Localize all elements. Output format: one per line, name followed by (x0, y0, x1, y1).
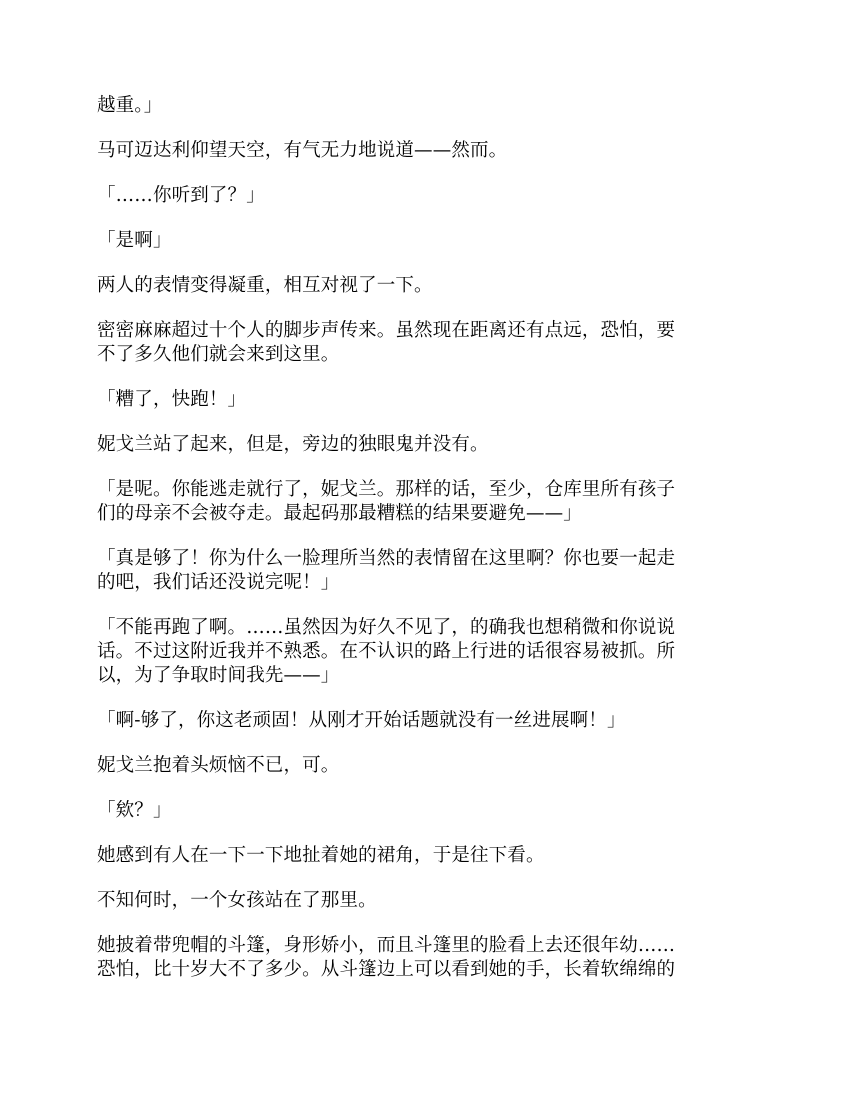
text-line: 「真是够了！你为什么一脸理所当然的表情留在这里啊？你也要一起走 (97, 548, 676, 569)
paragraph (97, 433, 757, 457)
paragraph (97, 184, 757, 208)
paragraph (97, 799, 757, 823)
paragraph (97, 229, 757, 253)
paragraph (97, 139, 757, 163)
text-line: 她感到有人在一下一下地扯着她的裙角，于是往下看。 (97, 845, 545, 866)
text-line: 话。不过这附近我并不熟悉。在不认识的路上行进的话很容易被抓。所 (97, 641, 676, 662)
text-line: 们的母亲不会被夺走。最起码那最糟糕的结果要避免——」 (97, 503, 582, 524)
paragraph (97, 478, 757, 526)
paragraph (97, 94, 757, 118)
text-line: 密密麻麻超过十个人的脚步声传来。虽然现在距离还有点远，恐怕，要 (97, 320, 676, 341)
text-body (97, 94, 757, 982)
text-line: 两人的表情变得凝重，相互对视了一下。 (97, 275, 433, 296)
paragraph (97, 388, 757, 412)
text-line: 不知何时，一个女孩站在了那里。 (97, 890, 377, 911)
text-line: 「……你听到了？」 (97, 185, 265, 206)
document-page (97, 94, 757, 1003)
paragraph (97, 274, 757, 298)
text-line: 「不能再跑了啊。……虽然因为好久不见了，的确我也想稍微和你说说 (97, 617, 676, 638)
paragraph (97, 319, 757, 367)
text-line: 以，为了争取时间我先——」 (97, 665, 340, 686)
text-line: 不了多久他们就会来到这里。 (97, 344, 340, 365)
paragraph (97, 889, 757, 913)
text-line: 越重。」 (97, 95, 163, 116)
paragraph (97, 709, 757, 733)
text-line: 「欸？」 (97, 800, 172, 821)
text-line: 恐怕，比十岁大不了多少。从斗篷边上可以看到她的手，长着软绵绵的 (97, 959, 676, 980)
text-line: 「啊-够了，你这老顽固！从刚才开始话题就没有一丝进展啊！」 (97, 710, 626, 731)
text-line: 「糟了，快跑！」 (97, 389, 247, 410)
paragraph (97, 844, 757, 868)
paragraph (97, 616, 757, 688)
text-line: 妮戈兰站了起来，但是，旁边的独眼鬼并没有。 (97, 434, 489, 455)
paragraph (97, 547, 757, 595)
paragraph (97, 934, 757, 982)
paragraph (97, 754, 757, 778)
text-line: 的吧，我们话还没说完呢！」 (97, 572, 340, 593)
text-line: 妮戈兰抱着头烦恼不已，可。 (97, 755, 340, 776)
text-line: 「是啊」 (97, 230, 172, 251)
text-line: 马可迈达利仰望天空，有气无力地说道——然而。 (97, 140, 508, 161)
text-line: 「是呢。你能逃走就行了，妮戈兰。那样的话，至少，仓库里所有孩子 (97, 479, 676, 500)
text-line: 她披着带兜帽的斗篷，身形娇小，而且斗篷里的脸看上去还很年幼…… (97, 935, 676, 956)
